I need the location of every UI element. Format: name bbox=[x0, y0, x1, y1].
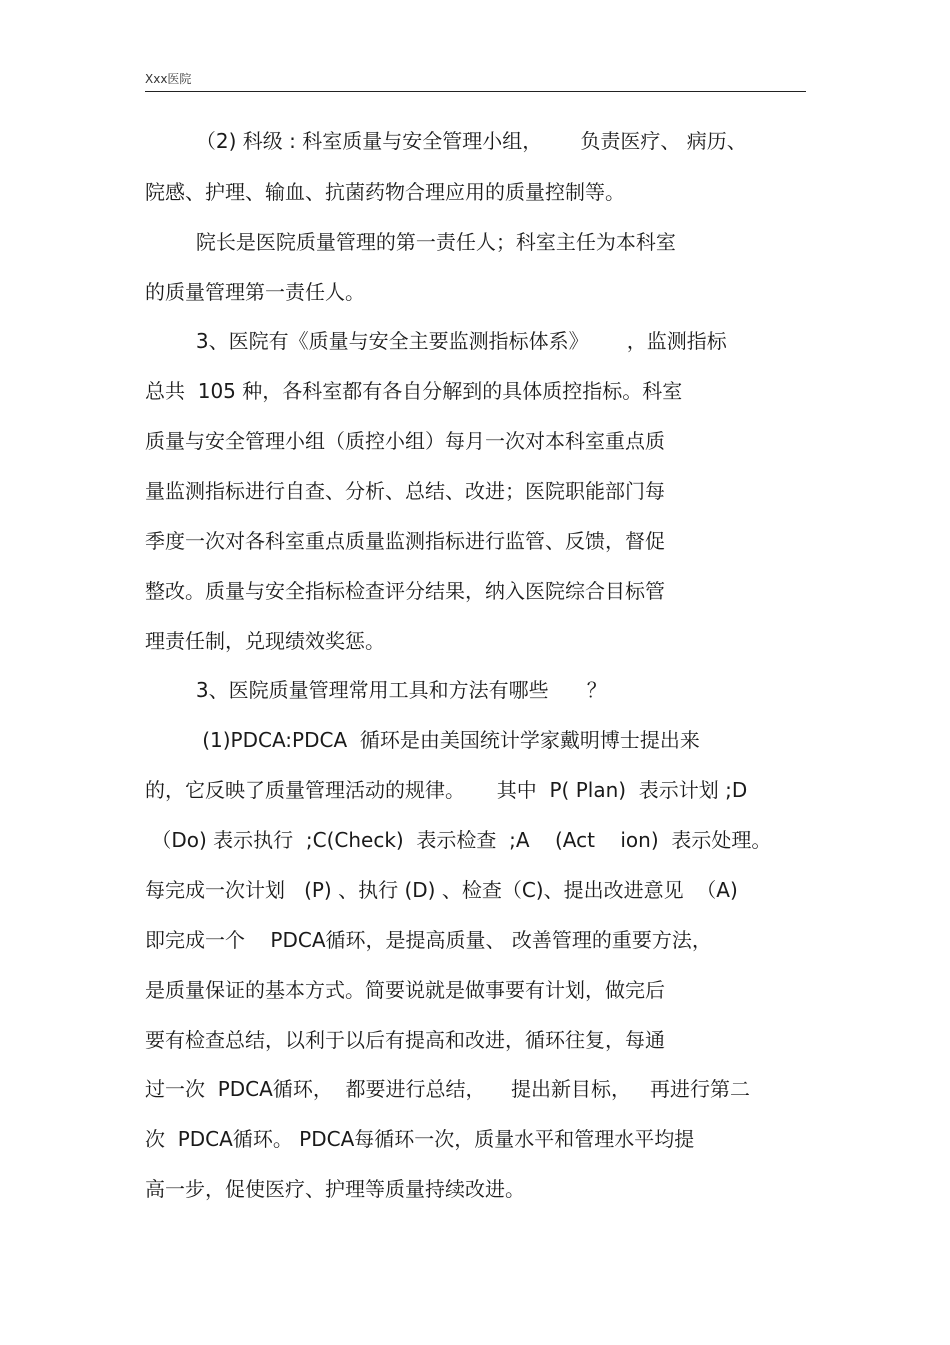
text-line: 的质量管理第一责任人。 bbox=[145, 280, 365, 304]
text-line: 要有检查总结，以利于以后有提高和改进，循环往复，每通 bbox=[145, 1028, 665, 1052]
header-title: Xxx医院 bbox=[145, 72, 192, 86]
text-line: 过一次 PDCA循环， 都要进行总结， 提出新目标， 再进行第二 bbox=[145, 1077, 751, 1101]
text-line: （Do) 表示执行 ;C(Check) 表示检查 ;A (Act ion) 表示处理。 bbox=[145, 828, 772, 852]
text-line: 院感、护理、输血、抗菌药物合理应用的质量控制等。 bbox=[145, 180, 625, 204]
page-header bbox=[145, 70, 191, 87]
text-line: 整改。质量与安全指标检查评分结果，纳入医院综合目标管 bbox=[145, 579, 665, 603]
text-line: (1)PDCA:PDCA 循环是由美国统计学家戴明博士提出来 bbox=[145, 728, 700, 752]
header-divider bbox=[145, 91, 806, 92]
text-line: 院长是医院质量管理的第一责任人；科室主任为本科室 bbox=[145, 230, 676, 254]
text-line: 理责任制，兑现绩效奖惩。 bbox=[145, 629, 385, 653]
text-line: （2) 科级 : 科室质量与安全管理小组， 负责医疗、 病历、 bbox=[145, 129, 747, 153]
text-line: 质量与安全管理小组（质控小组）每月一次对本科室重点质 bbox=[145, 429, 665, 453]
text-line: 3、医院质量管理常用工具和方法有哪些 ？ bbox=[145, 678, 607, 702]
text-line: 量监测指标进行自查、分析、总结、改进；医院职能部门每 bbox=[145, 479, 665, 503]
text-line: 即完成一个 PDCA循环，是提高质量、 改善管理的重要方法， bbox=[145, 928, 712, 952]
text-line: 是质量保证的基本方式。简要说就是做事要有计划，做完后 bbox=[145, 978, 665, 1002]
text-line: 的，它反映了质量管理活动的规律。 其中 P( Plan) 表示计划 ;D bbox=[145, 778, 748, 802]
text-line: 3、医院有《质量与安全主要监测指标体系》 ，监测指标 bbox=[145, 329, 727, 353]
text-line: 总共 105 种，各科室都有各自分解到的具体质控指标。科室 bbox=[145, 379, 683, 403]
text-line: 季度一次对各科室重点质量监测指标进行监管、反馈，督促 bbox=[145, 529, 665, 553]
text-line: 每完成一次计划 (P) 、执行 (D) 、检查（C)、提出改进意见 （A) bbox=[145, 878, 738, 902]
text-line: 高一步，促使医疗、护理等质量持续改进。 bbox=[145, 1177, 525, 1201]
text-line: 次 PDCA循环。 PDCA每循环一次，质量水平和管理水平均提 bbox=[145, 1127, 695, 1151]
